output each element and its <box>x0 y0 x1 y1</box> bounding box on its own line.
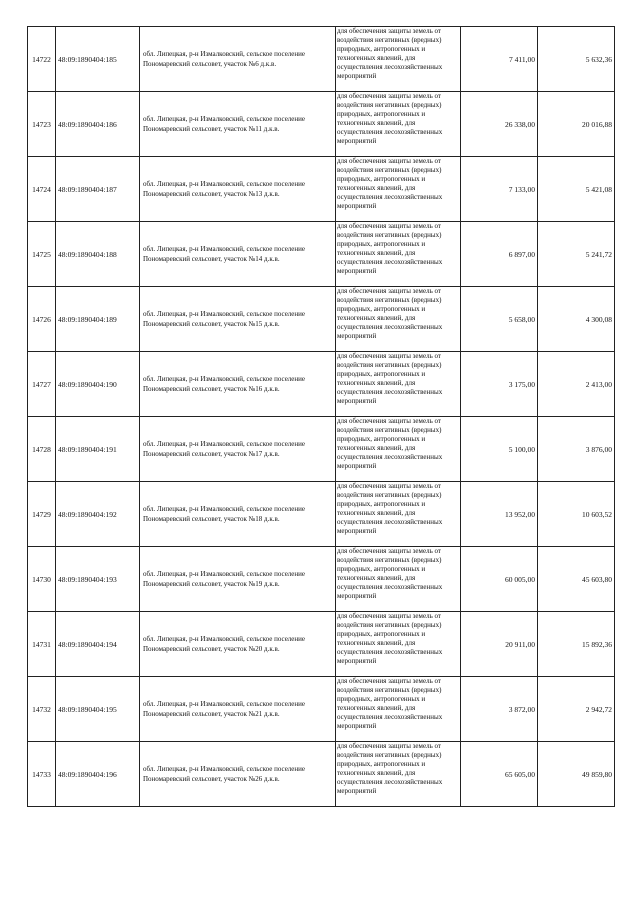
row-number-cell: 14727 <box>28 352 56 417</box>
row-number-cell: 14724 <box>28 157 56 222</box>
cost-value-cell: 5 421,08 <box>538 157 615 222</box>
cadastral-number-cell: 48:09:1890404:186 <box>56 92 140 157</box>
purpose-cell <box>336 482 461 547</box>
table-row <box>28 547 615 612</box>
table-row <box>28 352 615 417</box>
row-number-cell: 14730 <box>28 547 56 612</box>
table-row <box>28 287 615 352</box>
cost-value-cell: 20 016,88 <box>538 92 615 157</box>
land-plots-table <box>27 26 615 807</box>
area-value-cell: 6 897,00 <box>461 222 538 287</box>
address-cell: обл. Липецкая, р-н Измалковский, сельское поселение Пономаревский сельсовет, участок №16 д.к.в. <box>140 352 336 417</box>
purpose-text: для обеспечения защиты земель от воздействия негативных (вредных) природных, антропогенных и техногенных явлений, для осуществления лесохозяйственных мероприятий <box>337 547 443 600</box>
area-value-cell: 13 952,00 <box>461 482 538 547</box>
purpose-text: для обеспечения защиты земель от воздействия негативных (вредных) природных, антропогенных и техногенных явлений, для осуществления лесохозяйственных мероприятий <box>337 287 443 340</box>
purpose-cell <box>336 547 461 612</box>
area-value-cell: 5 100,00 <box>461 417 538 482</box>
area-value-cell: 7 411,00 <box>461 27 538 92</box>
row-number-cell: 14733 <box>28 742 56 807</box>
purpose-cell <box>336 157 461 222</box>
cadastral-number-cell: 48:09:1890404:189 <box>56 287 140 352</box>
cost-value-cell: 2 942,72 <box>538 677 615 742</box>
purpose-text: для обеспечения защиты земель от воздействия негативных (вредных) природных, антропогенных и техногенных явлений, для осуществления лесохозяйственных мероприятий <box>337 352 443 405</box>
address-cell: обл. Липецкая, р-н Измалковский, сельское поселение Пономаревский сельсовет, участок №11 д.к.в. <box>140 92 336 157</box>
cadastral-number-cell: 48:09:1890404:196 <box>56 742 140 807</box>
address-cell: обл. Липецкая, р-н Измалковский, сельское поселение Пономаревский сельсовет, участок №21 д.к.в. <box>140 677 336 742</box>
purpose-text: для обеспечения защиты земель от воздействия негативных (вредных) природных, антропогенных и техногенных явлений, для осуществления лесохозяйственных мероприятий <box>337 742 443 795</box>
purpose-cell <box>336 27 461 92</box>
cost-value-cell: 5 241,72 <box>538 222 615 287</box>
purpose-text: для обеспечения защиты земель от воздействия негативных (вредных) природных, антропогенных и техногенных явлений, для осуществления лесохозяйственных мероприятий <box>337 482 443 535</box>
cadastral-number-cell: 48:09:1890404:188 <box>56 222 140 287</box>
purpose-cell <box>336 417 461 482</box>
table-row <box>28 92 615 157</box>
purpose-text: для обеспечения защиты земель от воздействия негативных (вредных) природных, антропогенных и техногенных явлений, для осуществления лесохозяйственных мероприятий <box>337 612 443 665</box>
address-cell: обл. Липецкая, р-н Измалковский, сельское поселение Пономаревский сельсовет, участок №18 д.к.в. <box>140 482 336 547</box>
area-value-cell: 20 911,00 <box>461 612 538 677</box>
area-value-cell: 5 658,00 <box>461 287 538 352</box>
address-cell: обл. Липецкая, р-н Измалковский, сельское поселение Пономаревский сельсовет, участок №13 д.к.в. <box>140 157 336 222</box>
cost-value-cell: 10 603,52 <box>538 482 615 547</box>
table-row <box>28 27 615 92</box>
cost-value-cell: 3 876,00 <box>538 417 615 482</box>
row-number-cell: 14728 <box>28 417 56 482</box>
address-cell: обл. Липецкая, р-н Измалковский, сельское поселение Пономаревский сельсовет, участок №20 д.к.в. <box>140 612 336 677</box>
area-value-cell: 3 872,00 <box>461 677 538 742</box>
table-row <box>28 417 615 482</box>
cadastral-number-cell: 48:09:1890404:185 <box>56 27 140 92</box>
address-cell: обл. Липецкая, р-н Измалковский, сельское поселение Пономаревский сельсовет, участок №19 д.к.в. <box>140 547 336 612</box>
address-cell: обл. Липецкая, р-н Измалковский, сельское поселение Пономаревский сельсовет, участок №6 д.к.в. <box>140 27 336 92</box>
table-row <box>28 157 615 222</box>
cadastral-number-cell: 48:09:1890404:194 <box>56 612 140 677</box>
table-row <box>28 222 615 287</box>
purpose-cell <box>336 287 461 352</box>
address-cell: обл. Липецкая, р-н Измалковский, сельское поселение Пономаревский сельсовет, участок №17 д.к.в. <box>140 417 336 482</box>
cadastral-number-cell: 48:09:1890404:187 <box>56 157 140 222</box>
cost-value-cell: 4 300,08 <box>538 287 615 352</box>
cost-value-cell: 5 632,36 <box>538 27 615 92</box>
area-value-cell: 26 338,00 <box>461 92 538 157</box>
cadastral-number-cell: 48:09:1890404:193 <box>56 547 140 612</box>
cadastral-number-cell: 48:09:1890404:190 <box>56 352 140 417</box>
area-value-cell: 60 005,00 <box>461 547 538 612</box>
area-value-cell: 65 605,00 <box>461 742 538 807</box>
purpose-cell <box>336 222 461 287</box>
row-number-cell: 14722 <box>28 27 56 92</box>
cost-value-cell: 49 859,80 <box>538 742 615 807</box>
table-body <box>28 27 615 807</box>
area-value-cell: 7 133,00 <box>461 157 538 222</box>
table-row <box>28 677 615 742</box>
cost-value-cell: 15 892,36 <box>538 612 615 677</box>
table-row <box>28 742 615 807</box>
purpose-cell <box>336 92 461 157</box>
cost-value-cell: 45 603,80 <box>538 547 615 612</box>
cost-value-cell: 2 413,00 <box>538 352 615 417</box>
purpose-cell <box>336 742 461 807</box>
address-cell: обл. Липецкая, р-н Измалковский, сельское поселение Пономаревский сельсовет, участок №26 д.к.в. <box>140 742 336 807</box>
row-number-cell: 14731 <box>28 612 56 677</box>
purpose-text: для обеспечения защиты земель от воздействия негативных (вредных) природных, антропогенных и техногенных явлений, для осуществления лесохозяйственных мероприятий <box>337 222 443 275</box>
cadastral-number-cell: 48:09:1890404:191 <box>56 417 140 482</box>
cadastral-number-cell: 48:09:1890404:192 <box>56 482 140 547</box>
table-row <box>28 482 615 547</box>
row-number-cell: 14729 <box>28 482 56 547</box>
purpose-text: для обеспечения защиты земель от воздействия негативных (вредных) природных, антропогенных и техногенных явлений, для осуществления лесохозяйственных мероприятий <box>337 27 443 80</box>
purpose-text: для обеспечения защиты земель от воздействия негативных (вредных) природных, антропогенных и техногенных явлений, для осуществления лесохозяйственных мероприятий <box>337 677 443 730</box>
purpose-text: для обеспечения защиты земель от воздействия негативных (вредных) природных, антропогенных и техногенных явлений, для осуществления лесохозяйственных мероприятий <box>337 417 443 470</box>
table-row <box>28 612 615 677</box>
row-number-cell: 14725 <box>28 222 56 287</box>
purpose-cell <box>336 352 461 417</box>
address-cell: обл. Липецкая, р-н Измалковский, сельское поселение Пономаревский сельсовет, участок №14 д.к.в. <box>140 222 336 287</box>
cadastral-number-cell: 48:09:1890404:195 <box>56 677 140 742</box>
purpose-cell <box>336 677 461 742</box>
row-number-cell: 14723 <box>28 92 56 157</box>
address-cell: обл. Липецкая, р-н Измалковский, сельское поселение Пономаревский сельсовет, участок №15 д.к.в. <box>140 287 336 352</box>
purpose-cell <box>336 612 461 677</box>
row-number-cell: 14726 <box>28 287 56 352</box>
area-value-cell: 3 175,00 <box>461 352 538 417</box>
purpose-text: для обеспечения защиты земель от воздействия негативных (вредных) природных, антропогенных и техногенных явлений, для осуществления лесохозяйственных мероприятий <box>337 92 443 145</box>
row-number-cell: 14732 <box>28 677 56 742</box>
purpose-text: для обеспечения защиты земель от воздействия негативных (вредных) природных, антропогенных и техногенных явлений, для осуществления лесохозяйственных мероприятий <box>337 157 443 210</box>
